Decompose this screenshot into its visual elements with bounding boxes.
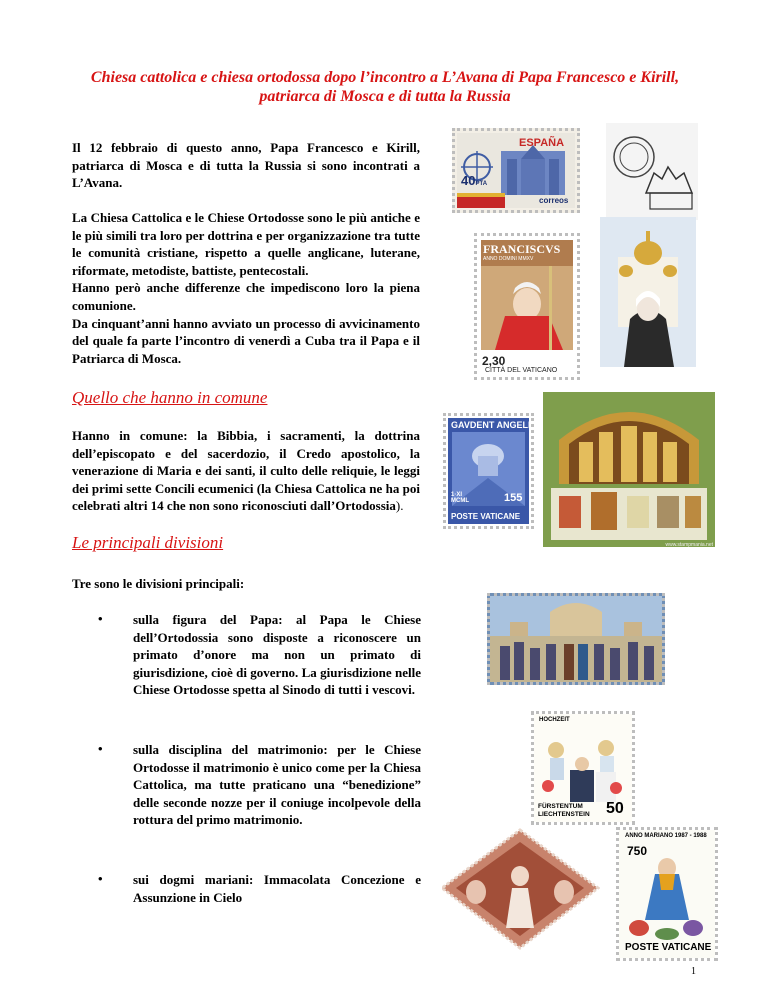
stamp-mariano-title: ANNO MARIANO 1987 - 1988 — [625, 833, 707, 839]
stamp-gaudent-artwork — [446, 416, 531, 526]
common-paragraph: Hanno in comune: la Bibbia, i sacramenti, la dottrina dell’episcopato e del sacerdozio, il Credo apostolico, la venerazione di Maria e dei santi, il culto delle reliquie, le leggi dei primi sette Concili ecumenici (la Chiesa Cattolica ne ha poi celebrati altri 14 che non sono riconosciuti dall’Ortodossia). — [72, 428, 420, 514]
divisions-intro: Tre sono le divisioni principali: — [72, 576, 245, 591]
stamp-miniature-sheet — [543, 392, 715, 547]
stamp-painting — [487, 593, 665, 685]
stamp-diamond-artwork — [440, 828, 600, 950]
bullet-item-pope: sulla figura del Papa: al Papa le Chiese dell’Ortodossia sono disposte a riconoscere un primato d’onore ma non un primato di giurisdizione, cioè di governo. La giurisdizione nelle Chiese Ortodosse spetta al Sinodo di tutti i vescovi. — [133, 612, 421, 698]
stamp-francis-subtitle: ANNO DOMINI MMXV — [483, 256, 534, 262]
stamp-espana-value: 40PTA — [461, 173, 488, 188]
miniature-sheet-caption: www.stampmania.net — [665, 542, 713, 547]
stamp-liechtenstein — [531, 711, 635, 825]
stamp-liechtenstein-country: FÜRSTENTUM LIECHTENSTEIN — [538, 803, 590, 818]
stamp-gaudent-title: GAVDENT ANGELI — [451, 420, 531, 430]
bullet-marker: • — [98, 871, 103, 886]
section-heading-common: Quello che hanno in comune — [72, 388, 268, 407]
stamp-painting-artwork — [490, 596, 662, 682]
stamp-francis-name: FRANCISCVS — [483, 242, 561, 256]
intro-paragraph-2: La Chiesa Cattolica e le Chiese Ortodosse sono le più antiche e le più simili tra loro per dottrina e per organizzazione tra tutte le comunità cristiane, rispetto a quelle anglicane, luterane, riformate, metodiste, battiste, pentecostali. Hanno però anche differenze che impediscono loro la piena comunione. Da cinquant’anni hanno avviato un processo di avvicinamento del quale fa parte l’incontro di venerdì a Cuba tra il Papa e il Patriarca di Mosca. — [72, 210, 420, 366]
postmark-artwork — [606, 123, 698, 220]
stamp-gaudent-angeli — [443, 413, 534, 529]
bullet-item-marriage: sulla disciplina del matrimonio: per le Chiese Ortodosse il matrimonio è unico come per la Chiesa Cattolica, ma tutte praticano una “benedizione” delle seconde nozze per il coniuge incolpevole della rottura del primo matrimonio. — [133, 742, 421, 828]
page-title: Chiesa cattolica e chiesa ortodossa dopo l’incontro a L’Avana di Papa Francesco e Kirill, patriarca di Mosca e di tutta la Russia — [90, 69, 680, 105]
stamp-gaudent-country: POSTE VATICANE — [451, 512, 521, 521]
stamp-kirill-artwork — [600, 217, 696, 367]
bullet-item-dogmas: sui dogmi mariani: Immacolata Concezione e Assunzione in Cielo — [133, 872, 421, 905]
stamp-francis-value: 2,30 — [482, 354, 506, 368]
stamp-anno-mariano — [616, 827, 718, 961]
stamp-espana-post: correos — [539, 196, 569, 205]
intro-paragraph-1: Il 12 febbraio di questo anno, Papa Francesco e Kirill, patriarca di Mosca e di tutta la Russia si sono incontrati a L’Avana. — [72, 140, 420, 191]
stamp-espana — [452, 128, 580, 213]
stamp-gaudent-date: 1·XI MCML — [451, 492, 469, 504]
bullet-marker: • — [98, 741, 103, 756]
miniature-sheet-artwork — [543, 392, 715, 547]
stamp-francis-country: CITTÀ DEL VATICANO — [485, 367, 558, 374]
intro-paragraph-4: Da cinquant’anni hanno avviato un processo di avvicinamento del quale fa parte l’incontro di venerdì a Cuba tra il Papa e il Patriarca di Mosca. — [72, 315, 420, 366]
bullet-marker: • — [98, 611, 103, 626]
stamp-gaudent-value: 155 — [504, 492, 523, 504]
stamp-kirill — [600, 217, 696, 367]
stamp-vatican-francis — [474, 233, 580, 380]
stamp-liechtenstein-value: 50 — [606, 800, 624, 817]
intro-paragraph-3: Hanno però anche differenze che impediscono loro la piena comunione. — [72, 280, 420, 313]
stamp-postmark — [606, 123, 698, 220]
stamp-liechtenstein-label: HOCHZEIT — [539, 717, 570, 723]
page-number: 1 — [691, 966, 696, 977]
stamp-diamond — [440, 828, 600, 950]
stamp-espana-country: ESPAÑA — [519, 137, 565, 149]
section-heading-divisions: Le principali divisioni — [72, 533, 224, 552]
stamp-mariano-value: 750 — [627, 844, 648, 858]
stamp-mariano-country: POSTE VATICANE — [625, 942, 712, 953]
